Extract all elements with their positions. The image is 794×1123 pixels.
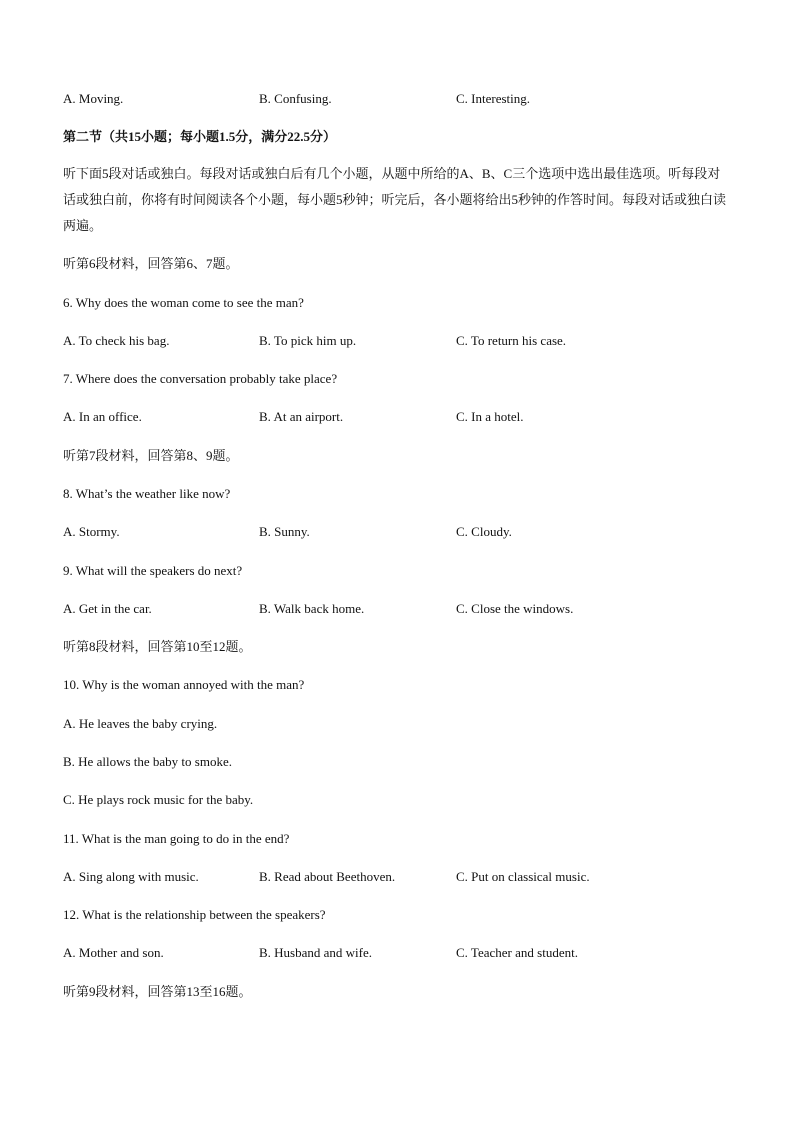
option-a: A. He leaves the baby crying. <box>63 716 218 731</box>
option-b: B. Sunny. <box>259 524 310 539</box>
passage-heading: 听第6段材料，回答第6、7题。 <box>63 256 239 271</box>
question-text: 8. What’s the weather like now? <box>63 486 231 501</box>
question-text: 10. Why is the woman annoyed with the man? <box>63 677 305 692</box>
option-a: A. Mother and son. <box>63 945 164 960</box>
option-a: A. Sing along with music. <box>63 869 199 884</box>
question-text: 7. Where does the conversation probably take place? <box>63 371 338 386</box>
passage-heading: 听第8段材料，回答第10至12题。 <box>63 639 252 654</box>
question-text: 12. What is the relationship between the speakers? <box>63 907 326 922</box>
option-b: B. He allows the baby to smoke. <box>63 754 232 769</box>
option-b: B. Read about Beethoven. <box>259 869 396 884</box>
passage-heading: 听第9段材料，回答第13至16题。 <box>63 984 252 999</box>
option-c: C. Close the windows. <box>456 601 574 616</box>
question-text: 11. What is the man going to do in the end? <box>63 831 290 846</box>
question-text: 9. What will the speakers do next? <box>63 563 243 578</box>
option-b: B. At an airport. <box>259 409 344 424</box>
option-b: B. To pick him up. <box>259 333 357 348</box>
option-b: B. Husband and wife. <box>259 945 373 960</box>
option-c: C. Teacher and student. <box>456 945 578 960</box>
option-a: A. To check his bag. <box>63 333 170 348</box>
option-c: C. To return his case. <box>456 333 567 348</box>
option-c: C. He plays rock music for the baby. <box>63 792 254 807</box>
option-c: C. Interesting. <box>456 91 531 106</box>
option-c: C. In a hotel. <box>456 409 524 424</box>
option-b: B. Confusing. <box>259 91 332 106</box>
option-a: A. Get in the car. <box>63 601 152 616</box>
option-a: A. Moving. <box>63 91 124 106</box>
option-a: A. Stormy. <box>63 524 120 539</box>
option-a: A. In an office. <box>63 409 142 424</box>
section-instructions: 听下面5段对话或独白。每段对话或独白后有几个小题，从题中所给的A、B、C三个选项中选出最佳选项。听每段对话或独白前，你将有时间阅读各个小题，每小题5秒钟；听完后，各小题将给出5秒钟的作答时间。每段对话或独白读两遍。 <box>63 166 727 233</box>
passage-heading: 听第7段材料，回答第8、9题。 <box>63 448 239 463</box>
option-c: C. Put on classical music. <box>456 869 590 884</box>
option-b: B. Walk back home. <box>259 601 365 616</box>
option-c: C. Cloudy. <box>456 524 512 539</box>
question-text: 6. Why does the woman come to see the man? <box>63 295 304 310</box>
section-title: 第二节（共15小题；每小题1.5分，满分22.5分） <box>63 129 337 144</box>
